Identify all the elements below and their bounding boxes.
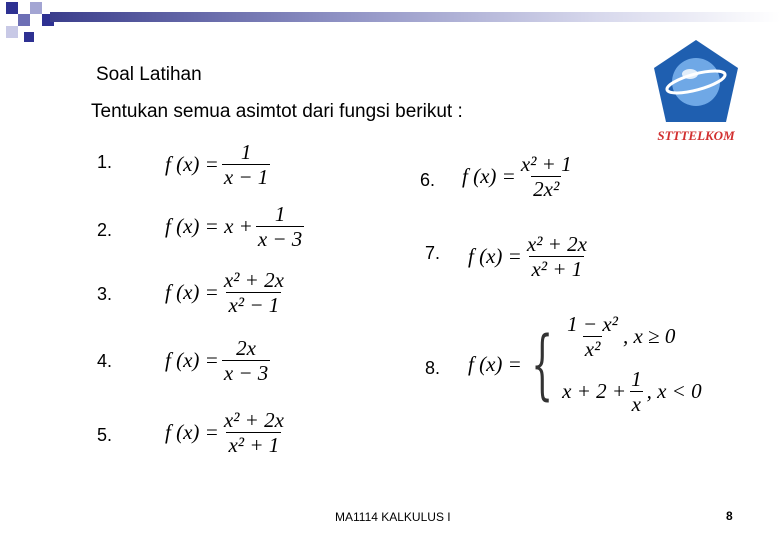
formula-lhs: f (x) =	[165, 280, 219, 304]
numerator: 1	[631, 367, 642, 391]
numerator: x² + 2x	[223, 408, 284, 432]
numerator: 1 − x²	[567, 312, 618, 336]
deco-square	[6, 2, 18, 14]
instruction-text: Tentukan semua asimtot dari fungsi berikut :	[91, 101, 463, 122]
problem-7-label: 7.	[425, 243, 441, 263]
denominator: x²	[584, 337, 601, 361]
denominator: x − 3	[257, 227, 303, 251]
slide-title: Soal Latihan	[96, 64, 202, 85]
fraction	[256, 202, 305, 251]
deco-square	[24, 32, 34, 42]
numerator: x² + 1	[520, 152, 572, 176]
problem-6-formula	[462, 152, 577, 201]
case-condition: , x ≥ 0	[622, 324, 676, 348]
problem-7-formula	[468, 232, 592, 281]
fraction	[629, 367, 644, 416]
case-2	[562, 367, 701, 416]
problem-5-label: 5.	[97, 425, 113, 445]
numerator: 1	[240, 140, 252, 164]
problem-4-label: 4.	[97, 351, 113, 371]
formula-lhs: f (x) =	[468, 351, 522, 376]
fraction	[222, 336, 271, 385]
problem-3-formula	[165, 268, 289, 317]
problem-3-label: 3.	[97, 284, 113, 304]
fraction	[222, 140, 271, 189]
problem-8-label: 8.	[425, 358, 441, 378]
problem-2-label: 2.	[97, 220, 113, 240]
case-condition: , x < 0	[646, 379, 702, 403]
problem-1-label: 1.	[97, 152, 113, 172]
fraction	[222, 268, 286, 317]
case-lead-term: x + 2 +	[562, 379, 627, 403]
formula-lhs: f (x) =	[165, 420, 219, 444]
page-number: 8	[726, 509, 733, 523]
footer-course: MA1114 KALKULUS I	[335, 510, 451, 524]
problem-2-formula	[165, 202, 307, 251]
denominator: x	[631, 392, 641, 416]
denominator: x − 1	[223, 165, 269, 189]
problem-5-formula	[165, 408, 289, 457]
formula-lhs: f (x) =	[165, 348, 219, 372]
fraction	[565, 312, 620, 361]
header-band	[50, 12, 780, 22]
numerator: x² + 2x	[223, 268, 284, 292]
formula-lhs: f (x) =	[462, 164, 516, 188]
piecewise	[522, 312, 702, 416]
problem-1-formula	[165, 140, 273, 189]
problem-8-formula	[468, 312, 702, 416]
fraction	[525, 232, 589, 281]
problem-6-label: 6.	[420, 170, 436, 190]
formula-lhs: f (x) =	[165, 152, 219, 176]
deco-square	[6, 26, 18, 38]
formula-lhs: f (x) =	[468, 244, 522, 268]
numerator: 1	[274, 202, 286, 226]
denominator: x² + 1	[228, 433, 280, 457]
fraction	[519, 152, 574, 201]
deco-square	[30, 2, 42, 14]
denominator: x² + 1	[531, 257, 583, 281]
left-brace: {	[531, 319, 553, 408]
logo-text: STTTELKOM	[657, 128, 735, 143]
denominator: x² − 1	[228, 293, 280, 317]
denominator: x − 3	[223, 361, 269, 385]
formula-lhs: f (x) = x +	[165, 214, 253, 238]
piecewise-cases	[562, 312, 701, 416]
sttelkom-logo	[650, 38, 742, 146]
deco-square	[18, 14, 30, 26]
denominator: 2x²	[533, 177, 560, 201]
fraction	[222, 408, 286, 457]
numerator: x² + 2x	[526, 232, 587, 256]
numerator: 2x	[236, 336, 256, 360]
case-1	[562, 312, 701, 361]
problem-4-formula	[165, 336, 273, 385]
